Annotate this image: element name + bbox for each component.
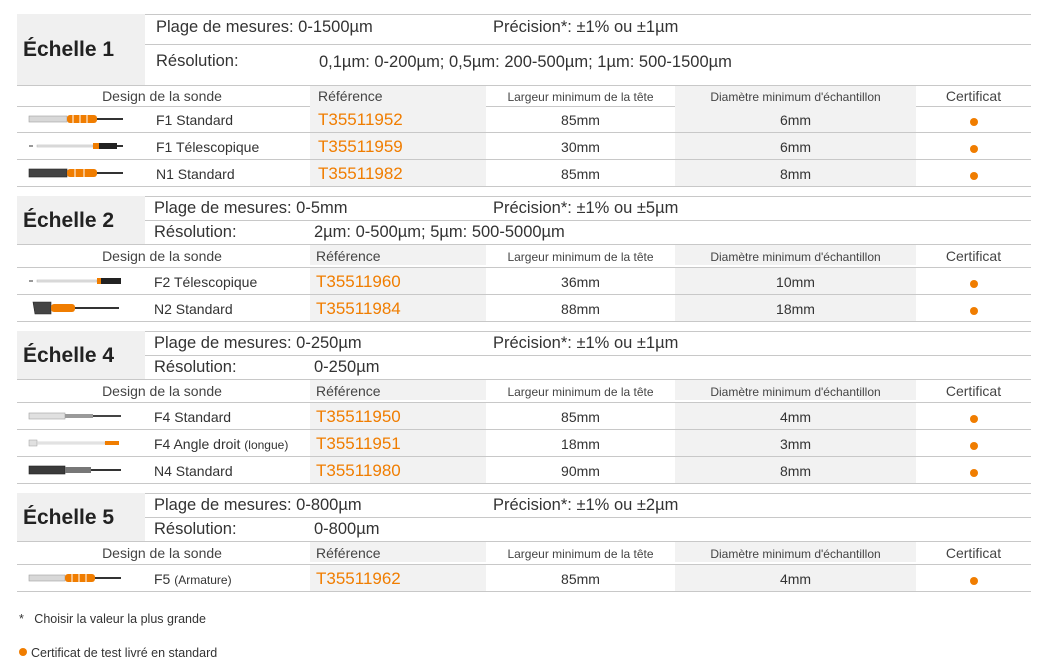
sample-diameter: 4mm <box>779 571 812 587</box>
header-design: Design de la sonde <box>102 545 222 561</box>
certificate-dot <box>970 307 978 315</box>
probe-name: F2 Télescopique <box>154 274 258 290</box>
table-row <box>17 106 1031 133</box>
precision: Précision*: ±1% ou ±1µm <box>493 334 679 352</box>
header-width: Largeur minimum de la tête <box>507 90 654 104</box>
reference-code: T35511980 <box>316 461 401 480</box>
probe-name: F5 (Armature) <box>154 571 232 587</box>
resolution-value: 2µm: 0-500µm; 5µm: 500-5000µm <box>314 223 565 241</box>
footnote-precision <box>19 612 206 626</box>
precision: Précision*: ±1% ou ±2µm <box>493 496 679 514</box>
head-width: 85mm <box>561 166 600 182</box>
sample-diameter: 8mm <box>779 166 812 182</box>
table-row <box>17 403 1031 430</box>
resolution-label: Résolution: <box>154 358 237 376</box>
probe-f2-telescopic-icon <box>27 275 123 287</box>
precision: Précision*: ±1% ou ±1µm <box>493 18 679 36</box>
scale-section-1 <box>17 14 1031 183</box>
reference-code: T35511950 <box>316 407 401 426</box>
probe-f4-standard-icon <box>27 410 123 422</box>
header-design: Design de la sonde <box>102 88 222 104</box>
table-row <box>17 565 1031 592</box>
probe-f5-armature-icon <box>27 572 123 584</box>
probe-f1-standard-icon <box>27 113 123 125</box>
head-width: 30mm <box>561 139 600 155</box>
scale-section-5 <box>17 493 1031 588</box>
certificate-dot <box>970 442 978 450</box>
table-row <box>17 160 1031 187</box>
header-diameter: Diamètre minimum d'échantillon <box>710 90 881 104</box>
probe-name-suffix: (longue) <box>244 438 289 452</box>
header-certificate: Certificat <box>945 383 1002 399</box>
probe-n1-standard-icon <box>27 167 123 179</box>
probe-name-suffix: (Armature) <box>174 573 232 587</box>
scale-title: Échelle 5 <box>23 506 115 529</box>
reference-code: T35511962 <box>316 569 401 588</box>
table-row <box>17 133 1031 160</box>
header-certificate: Certificat <box>945 88 1002 104</box>
sample-diameter: 4mm <box>779 409 812 425</box>
header-reference: Référence <box>316 248 381 264</box>
scale-title: Échelle 1 <box>23 38 115 61</box>
head-width: 85mm <box>561 409 600 425</box>
head-width: 88mm <box>561 301 600 317</box>
resolution-value: 0,1µm: 0-200µm; 0,5µm: 200-500µm; 1µm: 500-1500µm <box>319 53 732 71</box>
footnote-certificate-text: Certificat de test livré en standard <box>31 646 218 660</box>
header-diameter: Diamètre minimum d'échantillon <box>710 547 881 561</box>
probe-name: F4 Angle droit (longue) <box>154 436 289 452</box>
measurement-range: Plage de mesures: 0-1500µm <box>156 18 373 36</box>
header-width: Largeur minimum de la tête <box>507 385 654 399</box>
column-header-row <box>17 245 1031 265</box>
header-diameter: Diamètre minimum d'échantillon <box>710 250 881 264</box>
column-header-row <box>17 542 1031 562</box>
measurement-range: Plage de mesures: 0-250µm <box>154 334 362 352</box>
table-row <box>17 430 1031 457</box>
reference-code: T35511982 <box>318 164 403 183</box>
scale-section-2 <box>17 196 1031 318</box>
column-header-row <box>17 380 1031 400</box>
probe-f4-right-angle-icon <box>27 437 123 449</box>
header-certificate: Certificat <box>945 545 1002 561</box>
head-width: 85mm <box>561 112 600 128</box>
probe-name: N2 Standard <box>154 301 233 317</box>
table-row <box>17 268 1031 295</box>
header-reference: Référence <box>318 88 383 104</box>
scale-title: Échelle 4 <box>23 344 115 367</box>
header-design: Design de la sonde <box>102 383 222 399</box>
precision: Précision*: ±1% ou ±5µm <box>493 199 679 217</box>
probe-name: F1 Télescopique <box>156 139 260 155</box>
certificate-dot <box>970 280 978 288</box>
sample-diameter: 18mm <box>776 301 815 317</box>
certificate-dot <box>970 415 978 423</box>
certificate-dot <box>970 469 978 477</box>
sample-diameter: 3mm <box>779 436 812 452</box>
head-width: 85mm <box>561 571 600 587</box>
certificate-dot <box>970 118 978 126</box>
header-width: Largeur minimum de la tête <box>507 547 654 561</box>
probe-name: N4 Standard <box>154 463 233 479</box>
probe-name: F1 Standard <box>156 112 234 128</box>
scale-title: Échelle 2 <box>23 209 115 232</box>
sample-diameter: 10mm <box>776 274 815 290</box>
resolution-value: 0-250µm <box>314 358 380 376</box>
head-width: 18mm <box>561 436 600 452</box>
reference-code: T35511984 <box>316 299 401 318</box>
header-design: Design de la sonde <box>102 248 222 264</box>
certificate-dot <box>970 145 978 153</box>
header-width: Largeur minimum de la tête <box>507 250 654 264</box>
probe-name: F4 Standard <box>154 409 232 425</box>
probe-f1-telescopic-icon <box>27 140 123 152</box>
footnote-star: * <box>19 612 24 626</box>
probe-n4-standard-icon <box>27 464 123 476</box>
probe-n2-standard-icon <box>27 300 123 316</box>
reference-code: T35511959 <box>318 137 403 156</box>
reference-code: T35511960 <box>316 272 401 291</box>
footnote-certificate <box>19 646 217 660</box>
measurement-range: Plage de mesures: 0-800µm <box>154 496 362 514</box>
reference-code: T35511951 <box>316 434 401 453</box>
header-reference: Référence <box>316 545 381 561</box>
sample-diameter: 6mm <box>779 139 812 155</box>
footnote-precision-text: Choisir la valeur la plus grande <box>34 612 206 626</box>
resolution-label: Résolution: <box>154 223 237 241</box>
sample-diameter: 6mm <box>779 112 812 128</box>
sample-diameter: 8mm <box>779 463 812 479</box>
resolution-label: Résolution: <box>154 520 237 538</box>
certificate-dot-legend <box>19 648 27 656</box>
certificate-dot <box>970 577 978 585</box>
certificate-dot <box>970 172 978 180</box>
table-row <box>17 295 1031 322</box>
header-diameter: Diamètre minimum d'échantillon <box>710 385 881 399</box>
scale-section-4 <box>17 331 1031 480</box>
header-reference: Référence <box>316 383 381 399</box>
header-certificate: Certificat <box>945 248 1002 264</box>
head-width: 36mm <box>561 274 600 290</box>
column-header-row <box>17 86 1031 106</box>
resolution-value: 0-800µm <box>314 520 380 538</box>
table-row <box>17 457 1031 484</box>
resolution-label: Résolution: <box>156 52 239 70</box>
probe-name: N1 Standard <box>156 166 235 182</box>
reference-code: T35511952 <box>318 110 403 129</box>
head-width: 90mm <box>561 463 600 479</box>
measurement-range: Plage de mesures: 0-5mm <box>154 199 348 217</box>
